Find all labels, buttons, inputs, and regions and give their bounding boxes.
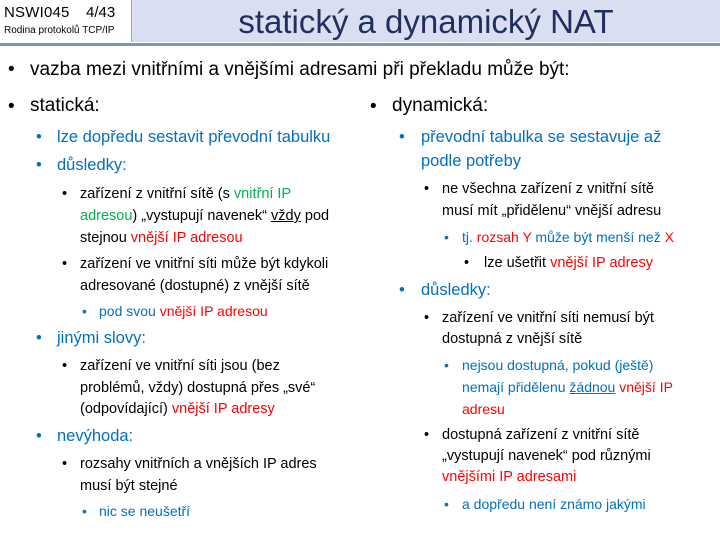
dynamic-consequence-1-sub-line3: adresu [462, 401, 505, 417]
header-info-box [0, 0, 132, 42]
static-other-words-line2: problémů, vždy) dostupná přes „své“ [80, 380, 316, 396]
dynamic-consequence-1-line2: dostupná z vnější sítě [442, 331, 583, 347]
static-disadvantage-line1: rozsahy vnitřních a vnějších IP adres [80, 456, 317, 472]
static-consequence-1-line2: adresou) „vystupují navenek“ vždy pod [80, 208, 330, 224]
static-consequence-2-sub: pod svou vnější IP adresou [99, 303, 268, 319]
title-bar [132, 0, 720, 42]
dynamic-consequence-2-line1: dostupná zařízení z vnitřní sítě [442, 427, 640, 443]
bullet-dot: • [8, 59, 15, 80]
bullet-dot: • [424, 181, 430, 197]
dynamic-consequence-2-line3: vnějšími IP adresami [442, 469, 577, 485]
static-item-table: lze dopředu sestavit převodní tabulku [57, 128, 331, 146]
bullet-dot: • [399, 128, 405, 146]
slide-title: statický a dynamický NAT [238, 3, 614, 40]
bullet-dot: • [36, 329, 42, 347]
course-code: NSWI045 [4, 4, 70, 21]
bullet-dot: • [62, 456, 68, 472]
static-item-consequences: důsledky: [57, 156, 127, 174]
bullet-dot: • [82, 303, 87, 319]
dynamic-point-1-line2: musí mít „přidělenu“ vnější adresu [442, 203, 662, 219]
bullet-dot: • [62, 186, 68, 202]
header-divider [0, 43, 720, 46]
bullet-dot: • [36, 128, 42, 146]
intro-text: vazba mezi vnitřními a vnějšími adresami při překladu může být: [30, 59, 570, 80]
bullet-dot: • [444, 229, 449, 245]
dynamic-consequence-1-sub-line1: nejsou dostupná, pokud (ještě) [462, 357, 654, 373]
bullet-dot: • [444, 357, 449, 373]
static-consequence-1-line3: stejnou vnější IP adresou [80, 230, 243, 246]
static-consequence-2-line2: adresované (dostupné) z vnější sítě [80, 278, 310, 294]
static-disadvantage-sub: nic se neušetří [99, 503, 191, 519]
dynamic-point-1-line1: ne všechna zařízení z vnitřní sítě [442, 181, 654, 197]
dynamic-consequence-1-line1: zařízení ve vnitřní síti nemusí být [442, 310, 654, 326]
dynamic-consequence-2-line2: „vystupují navenek“ pod různými [442, 448, 651, 464]
bullet-dot: • [82, 503, 87, 519]
dynamic-point-1-sub: tj. rozsah Y může být menší než X [462, 229, 674, 245]
bullet-dot: • [444, 496, 449, 512]
bullet-dot: • [464, 255, 470, 271]
static-disadvantage-line2: musí být stejné [80, 478, 178, 494]
bullet-dot: • [424, 310, 430, 326]
dynamic-item-table-line1: převodní tabulka se sestavuje až [421, 128, 662, 146]
dynamic-consequence-1-sub-line2: nemají přidělenu žádnou vnější IP [462, 379, 673, 395]
static-item-in-other-words: jinými slovy: [57, 329, 146, 347]
bullet-dot: • [399, 281, 405, 299]
page-number: 4/43 [86, 4, 116, 21]
bullet-dot: • [370, 96, 377, 117]
static-heading: statická: [30, 95, 100, 116]
dynamic-heading: dynamická: [392, 95, 489, 116]
dynamic-point-1-subsub: lze ušetřit vnější IP adresy [484, 255, 653, 271]
course-subtitle: Rodina protokolů TCP/IP [4, 25, 115, 36]
static-consequence-1-line1: zařízení z vnitřní sítě (s vnitřní IP [80, 186, 292, 202]
bullet-dot: • [62, 358, 68, 374]
static-other-words-line1: zařízení ve vnitřní síti jsou (bez [80, 358, 280, 374]
bullet-dot: • [36, 156, 42, 174]
bullet-dot: • [8, 96, 15, 117]
bullet-dot: • [62, 256, 68, 272]
dynamic-consequence-2-sub: a dopředu není známo jakými [462, 496, 646, 512]
static-consequence-2-line1: zařízení ve vnitřní síti může být kdykoli [80, 256, 329, 272]
dynamic-item-consequences: důsledky: [421, 281, 491, 299]
static-other-words-line3: (odpovídající) vnější IP adresy [80, 401, 275, 417]
bullet-dot: • [424, 427, 430, 443]
bullet-dot: • [36, 427, 42, 445]
dynamic-item-table-line2: podle potřeby [421, 152, 521, 170]
static-item-disadvantage: nevýhoda: [57, 427, 134, 445]
